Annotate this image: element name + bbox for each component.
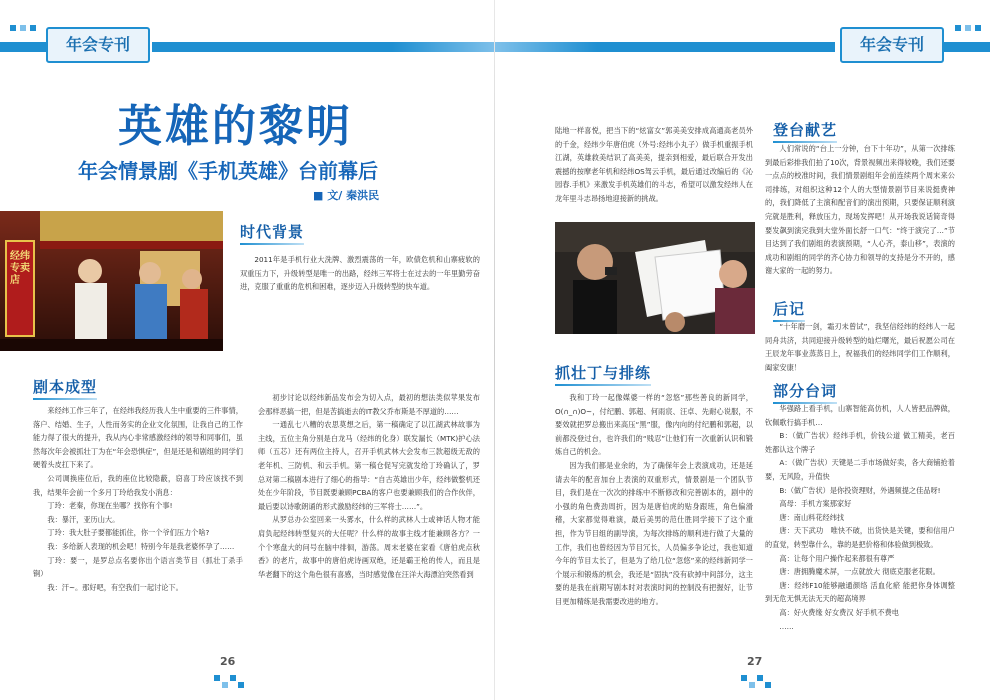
article-title: 英雄的黎明 [118,101,353,152]
paragraph: 丁玲：我大肚子要都能抓住，你一个爷们压力个啥? [47,528,210,538]
section-heading-script: 剧本成型 [33,378,98,396]
paragraph: 我：汗~。那好吧，有空我们一起讨论下。 [47,582,183,592]
paragraph: 因为我们都是业余的，为了确保年会上表演成功，还是延请去年的配音加台上表演的双重形式，情景剧是一个团队节目，我们是在一次次的排练中不断修改和完善剧本的，剧中的小强的角色费劲周折，因为是唐伯虎的贴身跟班，角色偏滑稽，大家都觉得难演，最后美男的范仕胜同学接下了这个重担，作为节目组的副导演，为每次排练的顺利进行做了大量的工作，我们也曾经因为节目冗长，人员偏多争论过，我也知道今年的节目太长了，但是为了给几位“忽悠”来的经纬新同学一个展示和锻炼的机会，我还是“固执”没有砍掉中间部分，这主要的是我在前期写剧本时对表演时间的控制没有把握好，让节目更加精练是我需要改进的地方。 [555,460,753,606]
decor-square [10,25,16,31]
paragraph: 唐：唐拥腾魔术屏，一点就放大 彻底克服老花眼。 [779,567,940,577]
decor-square [965,25,971,31]
decor-square [975,25,981,31]
section-body-era [240,253,480,294]
decor-square [30,25,36,31]
paragraph: 初步讨论以经纬新品发布会为切入点，最初的想法类似苹果发布会那样恶搞一把，但是苦搞逝去的IT教父乔布斯是不厚道的…… [258,393,480,416]
paragraph: 高：让每个用户操作起来都很有尊严 [779,553,895,563]
rehearsal-photo-art [555,222,755,334]
paragraph: …… [779,621,794,631]
section-heading-era: 时代背景 [240,223,305,241]
section-heading-afterword: 后记 [773,300,806,318]
paragraph: 华强路上看手机，山寨智能高仿机，人人皆把品牌做，钦佩歌行搞手机… [765,404,955,427]
section-heading-stage: 登台献艺 [773,121,838,139]
paragraph: 我：多给新人表现的机会吧！特别今年是我老婆怀孕了…… [47,541,235,551]
decor-square [757,675,763,681]
article-subtitle: 年会情景剧《手机英雄》台前幕后 [78,159,378,183]
paragraph: 我：暴汗，亚历山大。 [47,514,120,524]
paragraph: B:（做广告状）是你投资理财，外遇频提之佳品呀! [779,485,941,495]
paragraph: 高：好火费缘 好女费汉 好手机不费电 [779,607,899,617]
decor-square [765,682,771,688]
section-body-afterword [765,320,955,374]
paragraph: 高母：手机方案那家好 [779,499,852,509]
decor-square [955,25,961,31]
decor-square [222,682,228,688]
column-tag: 年会专刊 [840,27,944,63]
paragraph: 唐：天下武功 唯快不破，出货快是关键，要和信用户的直觉，转型靠什么，靠的是把价格和体验做到极致。 [765,526,955,549]
section-body-script-col2 [258,391,480,581]
paragraph: 丁玲：老秦，你现在坐哪？找你有个事! [47,501,173,511]
section-body-stage [765,142,955,278]
paragraph: 2011年是手机行业大洗牌、激烈震荡的一年，欧债危机和山寨疲软的双重压力下，升级转型是唯一的出路，经纬三军将士在过去的一年里勤劳奋进，克服了重重的危机和困难，逐步迈入升级转型的快车道。 [240,255,480,292]
paragraph: 公司调换座位后，我的座位比较隐蔽，窃喜丁玲应该找不到我，结果年会前一个多月丁玲给我发小消息： [33,473,243,497]
paragraph: “十年磨一剑，霜刃未曾试”，我坚信经纬的经纬人一起同舟共济，共同迎接升级转型的灿烂曙光，最后祝愿公司在王辰龙年事业蒸蒸日上，祝福我们的经纬同学们工作顺利，阖家安康！ [765,322,955,372]
header-bar [152,42,495,52]
paragraph: 丁玲：要一，是罗总点名要你出个语言类节目（抓壮丁杀手锏） [33,555,243,579]
sign-label: 经纬专卖店 [10,251,30,286]
header-bar [495,42,835,52]
paragraph: B：（做广告状）经纬手机，价钱公道 做工精美，老百姓都认这个牌子 [765,431,955,454]
decor-square [238,682,244,688]
stage-photo [0,211,223,351]
section-heading-quotes: 部分台词 [773,382,838,400]
section-body-script-col1 [33,404,243,594]
paragraph: 唐：经纬F10能够融通颜络 活血化瘀 能把你身体调整到无危无惧无法无天的超高境界 [765,580,955,604]
column-tag: 年会专刊 [46,27,150,63]
decor-square [20,25,26,31]
decor-square [749,682,755,688]
continued-text [555,124,753,206]
paragraph: 人们常说的“台上一分钟，台下十年功”，从第一次排练到最后彩排我们拍了10次，背景视频出来得较晚，我们还要一点点的校准时间，我们情景剧组年会前连续两个周末来公司排练，对组织这种12个人的大型情景剧节目来说挺费神的，我们降低了主演和配音们的演出预期，只要保证顺利演完就是胜利，释放压力，现场发挥吧！从开场我说话简奇得要发飙到演完我到大堂外面长舒一口气：“终于演完了…”节目达到了我们剧组的表演预期，“人心齐，泰山移”，表演的成功和剧组的同学的齐心协力和领导的支持是分不开的，感谢大家的一起的努力。 [765,144,955,276]
stage-photo-art [0,211,223,351]
section-heading-rehearsal: 抓壮丁与排练 [555,364,652,382]
page-number: 26 [220,655,236,668]
paragraph: 陆地一样喜悦，把当下的“炫富女”郭美美安排成高通高老员外的千金，经纬少年唐伯虎（外号:经纬小丸子）做手机重振手机江湖，英雄救美结识了高美美，提亲到相爱，最后联合开发出震撼的按摩老年机和经纬OS驾云手机，最后通过改编后的《沁园春.手机》来激发手机英雄们的斗志，希望可以激发经纬人在龙年里斗志昂扬地迎接新的挑战。 [555,126,753,203]
paragraph: 一通乱七八糟的农思莫想之后，第一稿确定了以江湖武林故事为主线，五位主角分别是白龙马（经纬的化身）联发漏长（MTK)护心法师（五芯）还有两位主持人，召开手机武林大会发布三款超级无敌的老年机、三防机、和云手机。第一稿仓促写完就发给丁玲确认了，罗总对第二稿剧本进行了细心的指导：“自古英雄出少年，经纬做整机还处在少年阶段，节目既要兼顾PCBA的客户也要兼顾我们的合作伙伴，最后要以诗歌朗诵的形式激励经纬的三军将士……”。 [258,420,480,511]
decor-square [230,675,236,681]
article-author: ■ 文/ 秦洪民 [313,189,380,202]
section-body-rehearsal [555,391,753,609]
decor-square [214,675,220,681]
page-number: 27 [747,655,763,668]
paragraph: 我和丁玲一起像媒婆一样的“忽悠”那些善良的新同学，O(∩_∩)O~，付纪鹏、郭超、何雨宸、汪卓、先耐心说服，不要效就把罗总搬出来高压“黑”服，像内向的付纪鹏和郭超，以前都没登过台，也许我们的“贱忍”让他们有一次重新认识和锻炼自己的机会。 [555,393,753,457]
paragraph: A：（做广告状）天键是二手市场做好卖，各大商铺抢着要，无风险，升值快 [765,458,955,481]
paragraph: 从罗总办公室回来一头雾水，什么样的武林人士或神话人物才能肩负起经纬转型复兴的大任呢？什么样的故事主线才能兼顾各方？一个个寒盘大的问号在脑中徘徊，游荡。周末老婆在家看《唐伯虎点秋香》的老片，故事中的唐伯虎诗画双绝，还是霸王枪的传人，而且是华老翻下的这个角色很有喜感，当时感觉像在汪洋大海漂泊突然看到 [258,515,480,579]
section-body-quotes [765,402,955,633]
paragraph: 来经纬工作三年了，在经纬我经历我人生中重要的三件事情，落户、结婚、生子，人性而务实的企业文化氛围，让我自己的工作能力得了很大的提升，我从内心非常感激经纬的领导和同事们，虽然每次年会被抓壮丁为在“年会恐惧症”，但是还是和剧组的同学们硬着头皮扛下来了。 [33,406,243,470]
rehearsal-photo [555,222,755,334]
paragraph: 唐：南山料花经纬找 [779,512,845,522]
decor-square [741,675,747,681]
right-page [495,0,990,700]
